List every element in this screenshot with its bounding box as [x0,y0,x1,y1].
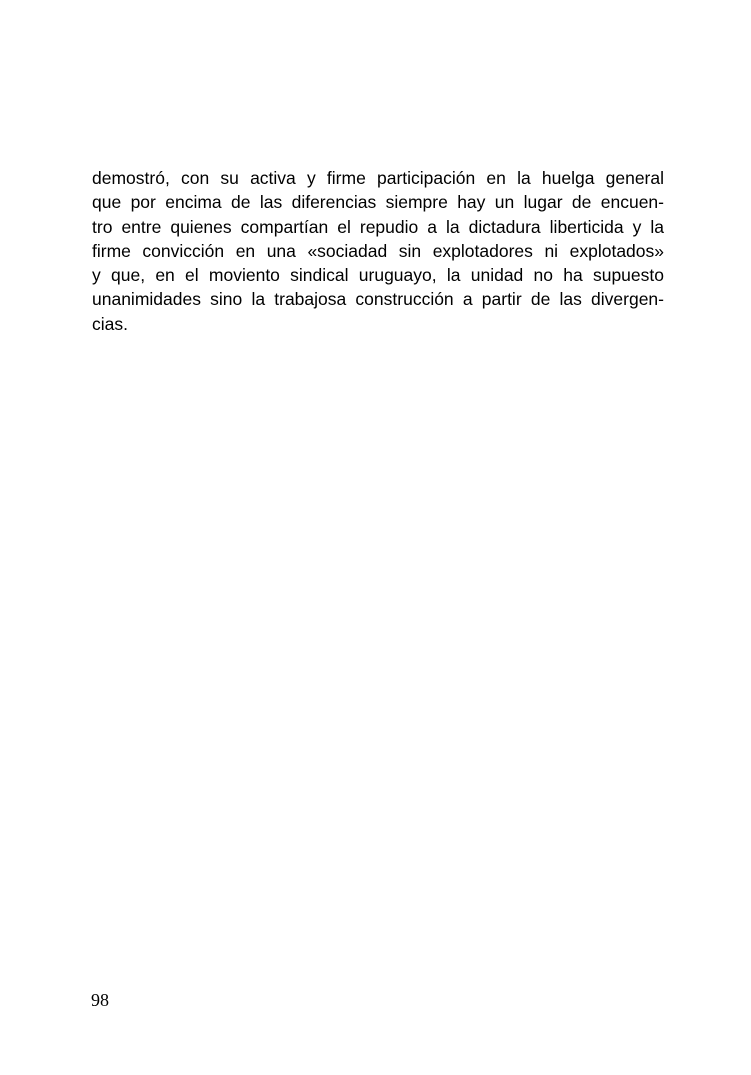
paragraph-line-6: unanimidades sino la trabajosa construcción a partir de las divergen- [92,289,664,310]
paragraph-line-5: y que, en el moviento sindical uruguayo, la unidad no ha supuesto [92,265,664,286]
paragraph-line-7: cias. [92,313,128,334]
paragraph-line-3: tro entre quienes compartían el repudio a la dictadura liberticida y la [92,216,664,237]
paragraph-line-2: que por encima de las diferencias siempre hay un lugar de encuen- [92,192,664,213]
paragraph-line-1: demostró, con su activa y firme participación en la huelga general [92,168,664,188]
paragraph-line-4: firme convicción en una «sociadad sin explotadores ni explotados» [92,240,664,261]
page-number: 98 [91,990,109,1010]
body-paragraph [92,166,664,336]
